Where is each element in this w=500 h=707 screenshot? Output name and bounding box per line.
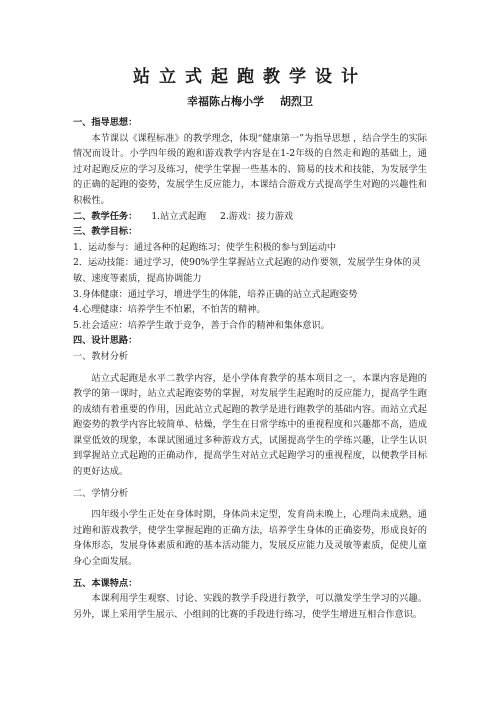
subsection-heading-material-analysis: 一、教材分析	[73, 350, 129, 362]
document-body	[73, 115, 427, 622]
section-text-lesson-features: 本课利用学生观察、讨论、实践的教学手段进行教学，可以激发学生学习的兴趣。另外，课上采用学生展示、小组间的比赛的手段进行练习，使学生增进互相合作意识。	[73, 593, 427, 620]
section-text-guiding-idea: 本节课以《课程标准》的教学理念，体现“健康第一”为指导思想 ，结合学生的实际情况而设计。小学四年级的跑和游戏教学内容是在1-2年级的自然走和跑的基础上，通过对起跑反应的学习及练习，使学生掌握一些基本的、简易的技术和技能，为发展学生的正确的起跑的姿势，发展学生反应能力，本课结合游戏方式提高学生对跑的兴趣性和积极性。	[73, 132, 427, 206]
section-heading-design-ideas: 四、设计思路：	[73, 335, 138, 347]
subsection-text-material-analysis: 站立式起跑是水平二教学内容，是小学体育教学的基本项目之一，本课内容是跑的教学的第一课时，站立式起跑姿势的掌握，对发展学生起跑时的反应能力，提高学生跑的成绩有着重要的作用，因此站立式起跑的教学是进行跑教学的基础内容。而站立式起跑姿势的教学内容比较简单、枯燥，学生在日常学练中的重视程度和兴趣都不高，造成课堂低效的现象，本课试图通过多种游戏方式，试图提高学生的学练兴趣，让学生认识到掌握站立式起跑的正确动作，提高学生对站立式起跑学习的重视程度，以便教学目标的更好达成。	[73, 372, 427, 478]
section-heading-teaching-tasks: 二、教学任务：	[73, 210, 138, 222]
subsection-heading-student-analysis: 二、学情分析	[73, 487, 129, 499]
goal-item: 4.心理健康：培养学生不怕累，不怕苦的精神。	[73, 304, 266, 316]
task-item-1: 1.站立式起跑	[151, 210, 207, 222]
section-heading-guiding-idea: 一、指导思想：	[73, 117, 138, 128]
section-heading-lesson-features: 五、本课特点：	[73, 577, 138, 589]
goal-item: 1．运动参与：通过各种的起跑练习；使学生积极的参与到运动中	[73, 241, 337, 253]
goal-item: 3.身体健康：通过学习，增进学生的体能，培养正确的站立式起跑姿势	[73, 288, 358, 300]
subsection-text-student-analysis: 四年级小学生正处在身体时期，身体尚未定型，发育尚未晚上，心理尚未成熟，通过跑和游戏教学，使学生掌握起跑的正确方法，培养学生身体的正确姿势，形成良好的身体形态，发展身体素质和跑的基本活动能力，发展反应能力及灵敏等素质，促使儿童身心全面发展。	[73, 509, 427, 568]
section-heading-teaching-goals: 三、教学目标：	[73, 226, 138, 238]
goal-item: 2．运动技能：通过学习，使90%学生掌握站立式起跑的动作要领，发展学生身体的灵敏、速度等素质，提高协调能力	[73, 257, 421, 284]
author-name: 胡烈卫	[280, 95, 313, 108]
author-school: 幸福陈占梅小学	[187, 95, 264, 108]
teaching-tasks-line	[73, 209, 427, 225]
page-title: 站立式起跑教学设计	[133, 67, 367, 87]
author-line	[0, 93, 500, 109]
goal-item: 5.社会适应：培养学生敢于竞争，善于合作的精神和集体意识。	[73, 319, 330, 331]
task-item-2: 2.游戏：接力游戏	[220, 210, 294, 222]
